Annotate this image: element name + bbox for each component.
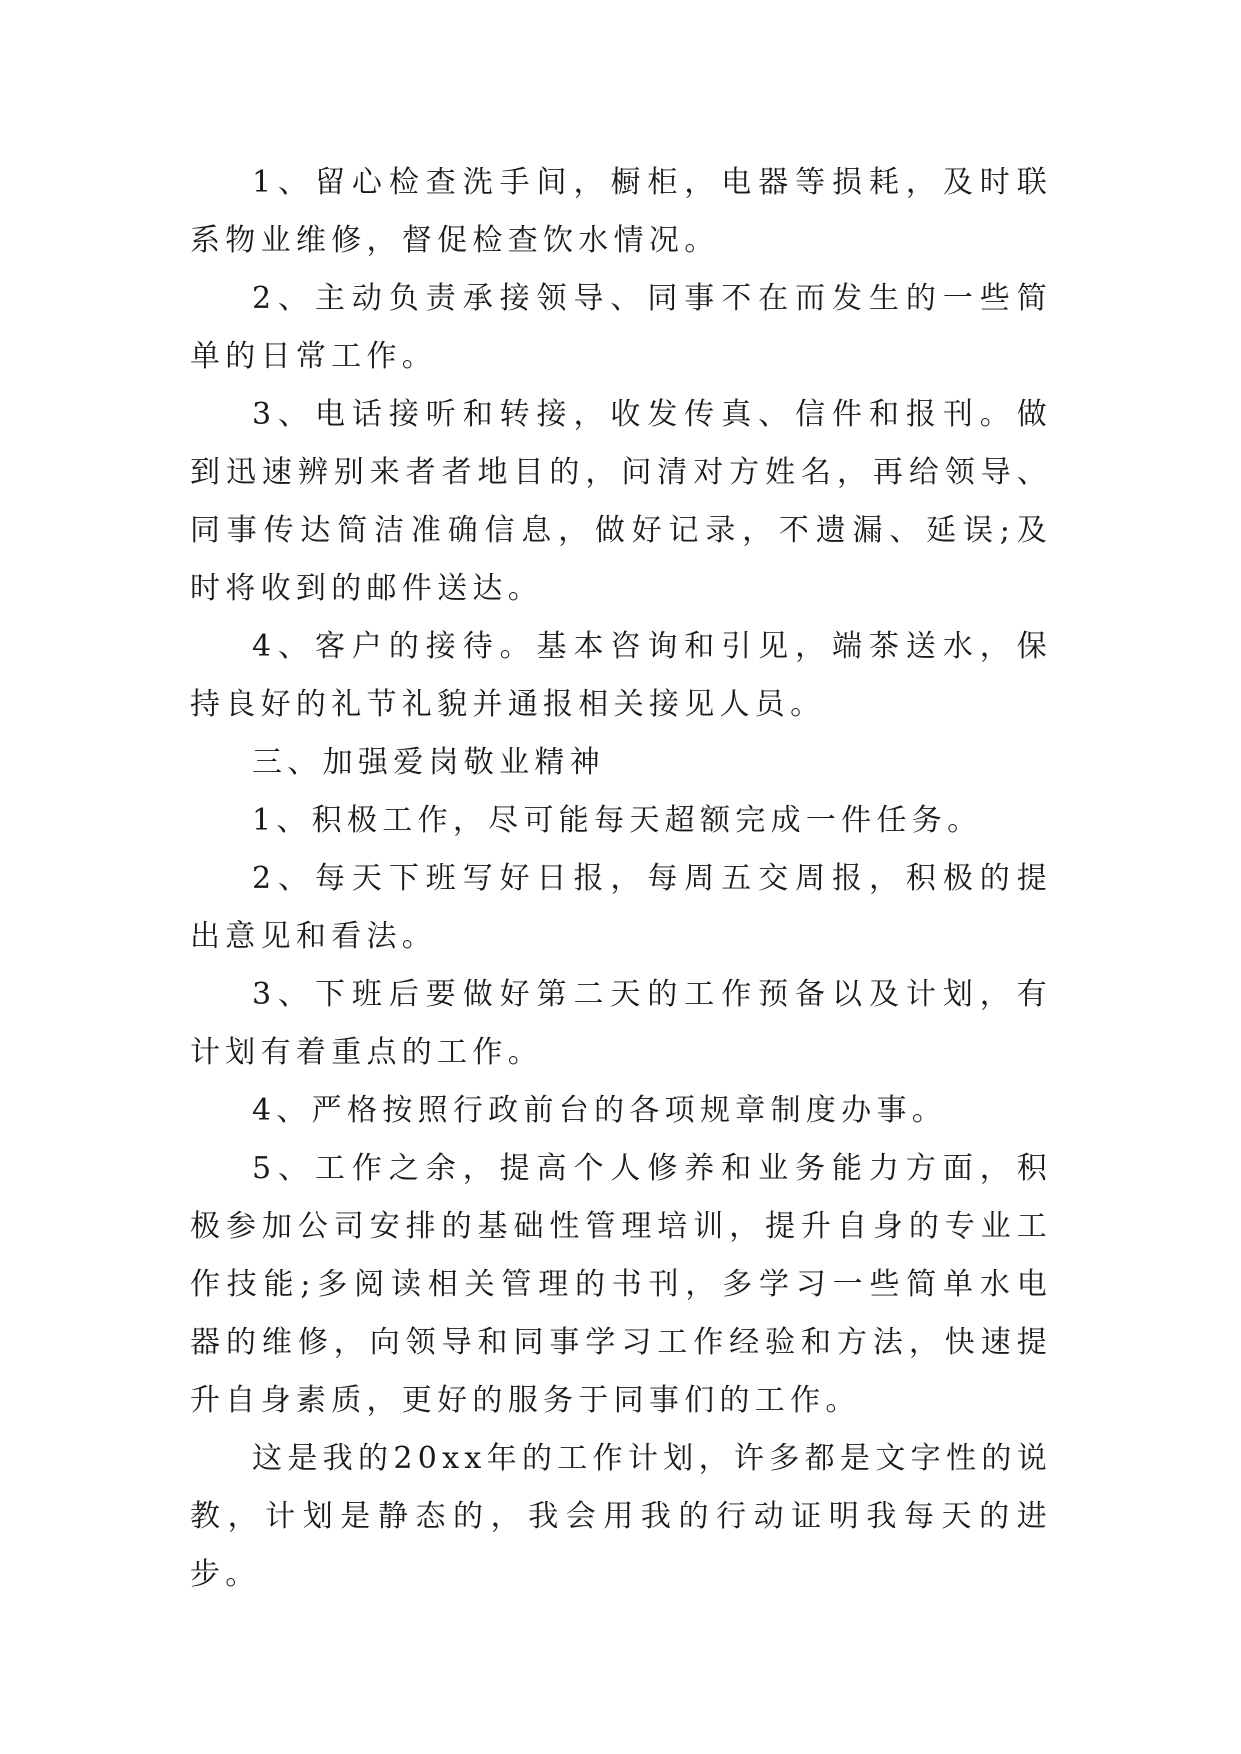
paragraph-item-2: 2、主动负责承接领导、同事不在而发生的一些简单的日常工作。 [190, 281, 1052, 374]
paragraph-item-1: 1、留心检查洗手间，橱柜，电器等损耗，及时联系物业维修，督促检查饮水情况。 [190, 165, 1052, 258]
paragraph-item-4: 4、客户的接待。基本咨询和引见，端茶送水，保持良好的礼节礼貌并通报相关接见人员。 [190, 629, 1052, 722]
paragraph-item-2: 2、每天下班写好日报，每周五交周报，积极的提出意见和看法。 [190, 861, 1052, 954]
paragraph-item-5: 5、工作之余，提高个人修养和业务能力方面，积极参加公司安排的基础性管理培训，提升自身的专业工作技能;多阅读相关管理的书刊，多学习一些简单水电器的维修，向领导和同事学习工作经验和方法，快速提升自身素质，更好的服务于同事们的工作。 [190, 1151, 1052, 1418]
paragraph-item-3: 3、下班后要做好第二天的工作预备以及计划，有计划有着重点的工作。 [190, 977, 1052, 1070]
section-heading: 三、加强爱岗敬业精神 [252, 745, 605, 780]
document-body [190, 154, 1052, 1604]
closing-paragraph: 这是我的20xx年的工作计划，许多都是文字性的说教，计划是静态的，我会用我的行动证明我每天的进步。 [190, 1441, 1052, 1592]
paragraph-item-3: 3、电话接听和转接，收发传真、信件和报刊。做到迅速辨别来者者地目的，问清对方姓名，再给领导、同事传达简洁准确信息，做好记录，不遗漏、延误;及时将收到的邮件送达。 [190, 397, 1052, 606]
paragraph-item-4: 4、严格按照行政前台的各项规章制度办事。 [252, 1093, 948, 1128]
paragraph-item-1: 1、积极工作，尽可能每天超额完成一件任务。 [252, 803, 983, 838]
